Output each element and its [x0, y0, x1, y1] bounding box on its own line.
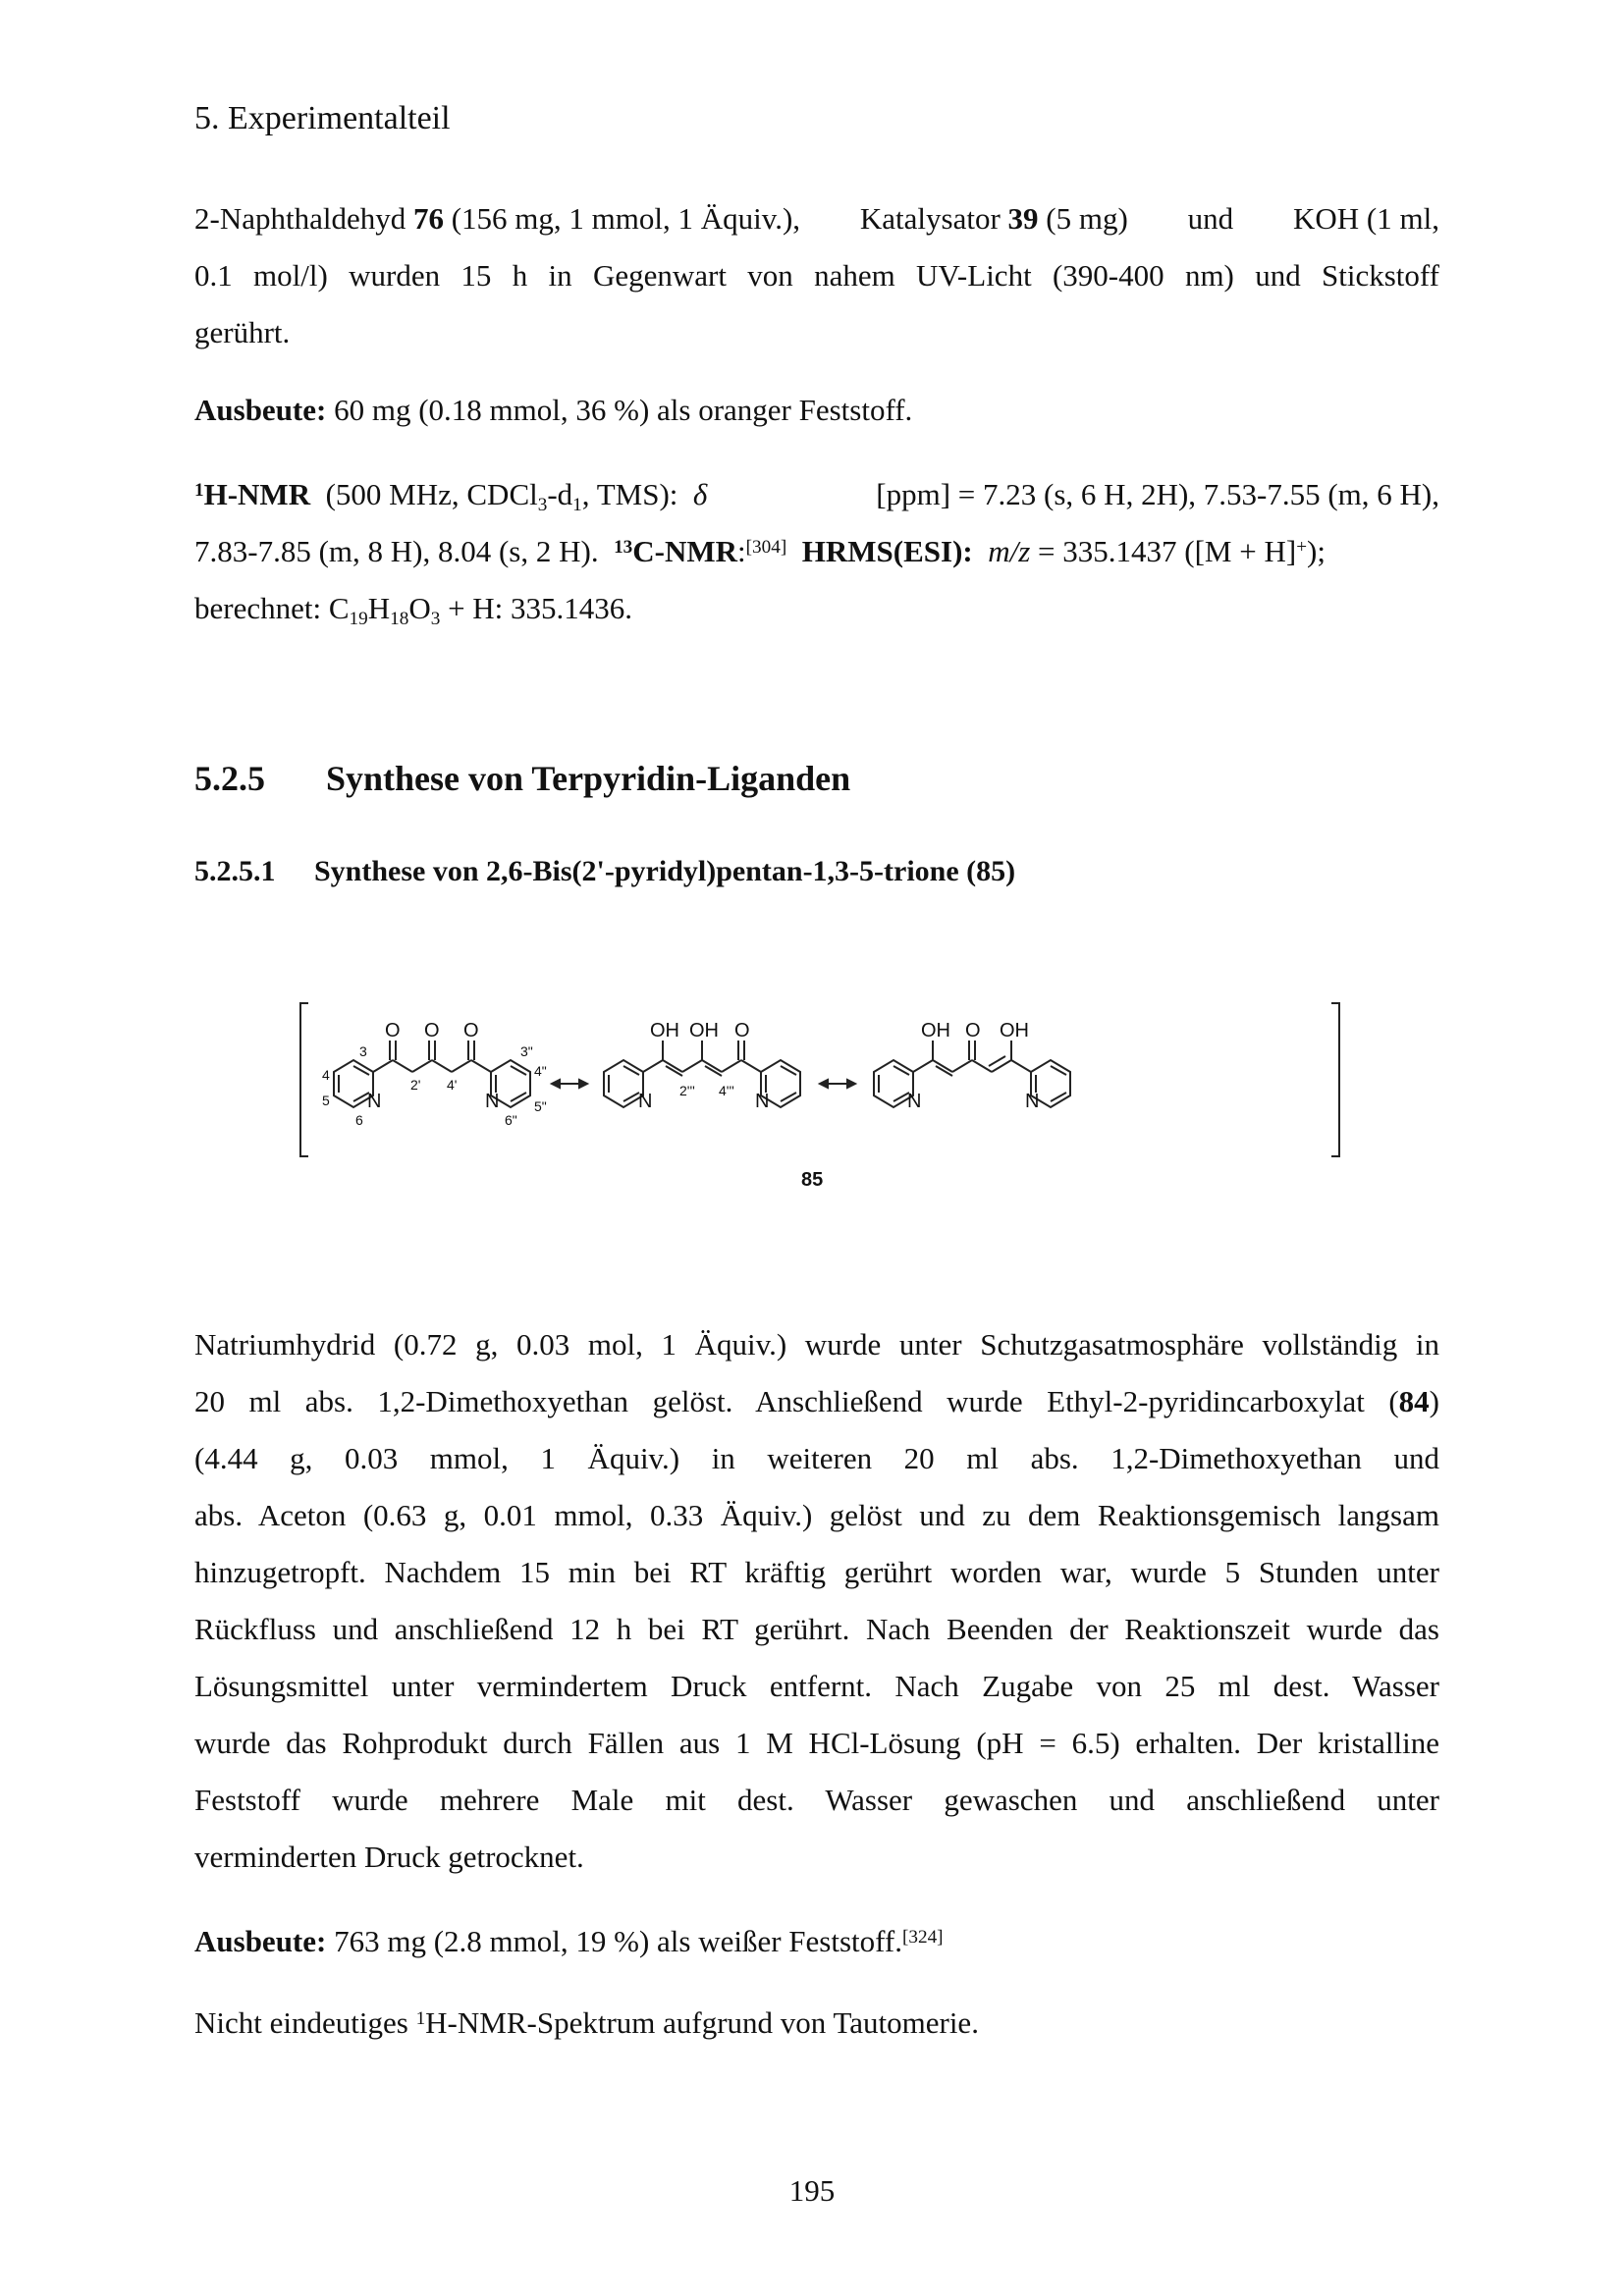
hrms-label: HRMS(ESI):	[801, 534, 973, 568]
section-title: Synthese von Terpyridin-Liganden	[326, 759, 851, 798]
oxygen-label: O	[385, 1020, 401, 1041]
atom-number: 4'	[447, 1077, 458, 1093]
tautomer-scheme	[295, 991, 1345, 1188]
hydroxyl-label: OH	[1000, 1020, 1029, 1041]
nmr-data: $^1$H-NMR (500 MHz, $CDCl_3-d_1$, TMS): δ [ppm] = 7.23 (s, 6 H, 2H), 7.53-7.55 (m, 6 H), 7.83-7.85 (m, 8 H), 8.04 (s, 2 H). $^{13}$C-NMR:[304] HRMS(ESI): m/z = 335.1437 ([M + H]+); berechnet: $C_{19}H_{18}O_3 + H$: 335.1436.	[194, 466, 1439, 637]
atom-number: 5"	[534, 1098, 547, 1114]
procedure-line: hinzugetropft. Nachdem 15 min bei RT kräftig gerührt worden war, wurde 5 Stunden unter	[194, 1555, 1439, 1589]
procedure-line: Feststoff wurde mehrere Male mit dest. Wasser gewaschen und anschließend unter	[194, 1783, 1439, 1817]
nitrogen-label: N	[485, 1091, 500, 1112]
conjunction: und	[1187, 201, 1234, 236]
compound-number: 85	[801, 1169, 824, 1188]
procedure-line: abs. Aceton (0.63 g, 0.01 mmol, 0.33 Äquiv.) gelöst und zu dem Reaktionsgemisch langsam	[194, 1498, 1439, 1532]
atom-number: 4	[322, 1067, 330, 1083]
reagent-amount: (156 mg, 1 mmol, 1 Äquiv.),	[451, 201, 801, 236]
nitrogen-label: N	[907, 1091, 922, 1112]
atom-number: 4"	[534, 1063, 547, 1079]
c-nmr-label: C-NMR	[632, 534, 738, 568]
compound-ref: 76	[412, 201, 444, 236]
procedure-line: Rückfluss und anschließend 12 h bei RT gerührt. Nach Beenden der Reaktionszeit wurde das	[194, 1612, 1439, 1646]
h-nmr-label: H-NMR	[203, 477, 311, 511]
delta-symbol: δ	[692, 477, 708, 511]
reference: [324]	[901, 1927, 944, 1949]
procedure-line: verminderten Druck getrocknet.	[194, 1840, 584, 1874]
base-amount: KOH (1 ml,	[1293, 201, 1439, 236]
oxygen-label: O	[965, 1020, 981, 1041]
hrms-value: = 335.1437 ([M + H]	[1030, 534, 1297, 568]
atom-number: 6"	[505, 1112, 517, 1128]
procedure-line: (4.44 g, 0.03 mmol, 1 Äquiv.) in weiteren 20 ml abs. 1,2-Dimethoxyethan und	[194, 1441, 1439, 1475]
previous-procedure	[194, 190, 1439, 361]
atom-number: 6	[355, 1112, 363, 1128]
procedure-line: 0.1 mol/l) wurden 15 h in Gegenwart von nahem UV-Licht (390-400 nm) und Stickstoff	[194, 258, 1439, 293]
procedure-line: gerührt.	[194, 315, 291, 349]
calculated-mass: berechnet: $C_{19}H_{18}O_3 + H$: 335.1436.	[194, 591, 633, 629]
subsection-number: 5.2.5.1	[194, 855, 276, 887]
atom-number: 3"	[520, 1043, 533, 1059]
subsection-title: Synthese von 2,6-Bis(2'-pyridyl)pentan-1,3-5-trione (85)	[314, 855, 1016, 887]
hydroxyl-label: OH	[650, 1020, 679, 1041]
procedure-line: Natriumhydrid (0.72 g, 0.03 mol, 1 Äquiv.) wurde unter Schutzgasatmosphäre vollständig in	[194, 1327, 1439, 1362]
yield-line	[194, 1913, 1439, 1970]
section-number: 5.2.5	[194, 759, 265, 798]
compound-ref: 84	[1398, 1384, 1430, 1418]
oxygen-label: O	[463, 1020, 479, 1041]
procedure-line: 20 ml abs. 1,2-Dimethoxyethan gelöst. Anschließend wurde Ethyl-2-pyridincarboxylat (84)	[194, 1384, 1439, 1418]
hydroxyl-label: OH	[689, 1020, 719, 1041]
yield-label: Ausbeute:	[194, 1924, 327, 1958]
hydroxyl-label: OH	[921, 1020, 950, 1041]
oxygen-label: O	[734, 1020, 750, 1041]
nmr-note: Nicht eindeutiges $^1$H-NMR-Spektrum aufgrund von Tautomerie.	[194, 2005, 979, 2040]
nitrogen-label: N	[755, 1091, 770, 1112]
yield-text: 60 mg (0.18 mmol, 36 %) als oranger Feststoff.	[334, 393, 913, 427]
reference: [304]	[745, 537, 787, 559]
h-nmr-shifts: [ppm] = 7.23 (s, 6 H, 2H), 7.53-7.55 (m, 6 H),	[876, 477, 1439, 511]
h-nmr-shifts: 7.83-7.85 (m, 8 H), 8.04 (s, 2 H).	[194, 534, 599, 568]
yield-text: 763 mg (2.8 mmol, 19 %) als weißer Feststoff.	[326, 1924, 902, 1958]
procedure-line: Lösungsmittel unter vermindertem Druck entfernt. Nach Zugabe von 25 ml dest. Wasser	[194, 1669, 1439, 1703]
nitrogen-label: N	[1025, 1091, 1040, 1112]
atom-number: 5	[322, 1093, 330, 1108]
catalyst-label: Katalysator	[859, 201, 1001, 236]
page-number: 195	[788, 2173, 836, 2208]
section-heading	[194, 754, 850, 803]
running-header: 5. Experimentalteil	[194, 100, 451, 136]
procedure-paragraph	[194, 1316, 1439, 1886]
yield-label: Ausbeute:	[194, 393, 327, 427]
subsection-heading	[194, 850, 1015, 893]
yield-line	[194, 382, 1439, 439]
nitrogen-label: N	[638, 1091, 653, 1112]
catalyst-amount: (5 mg)	[1046, 201, 1128, 236]
reagent-name: 2-Naphthaldehyd	[194, 201, 406, 236]
procedure-line	[194, 190, 1439, 247]
oxygen-label: O	[424, 1020, 440, 1041]
atom-number: 2'''	[679, 1083, 695, 1098]
atom-number: 3	[359, 1043, 367, 1059]
nitrogen-label: N	[367, 1091, 382, 1112]
atom-number: 4'''	[719, 1083, 734, 1098]
compound-ref: 39	[1007, 201, 1039, 236]
atom-number: 2'	[410, 1077, 421, 1093]
procedure-line: wurde das Rohprodukt durch Fällen aus 1 M HCl-Lösung (pH = 6.5) erhalten. Der kristalline	[194, 1726, 1439, 1760]
